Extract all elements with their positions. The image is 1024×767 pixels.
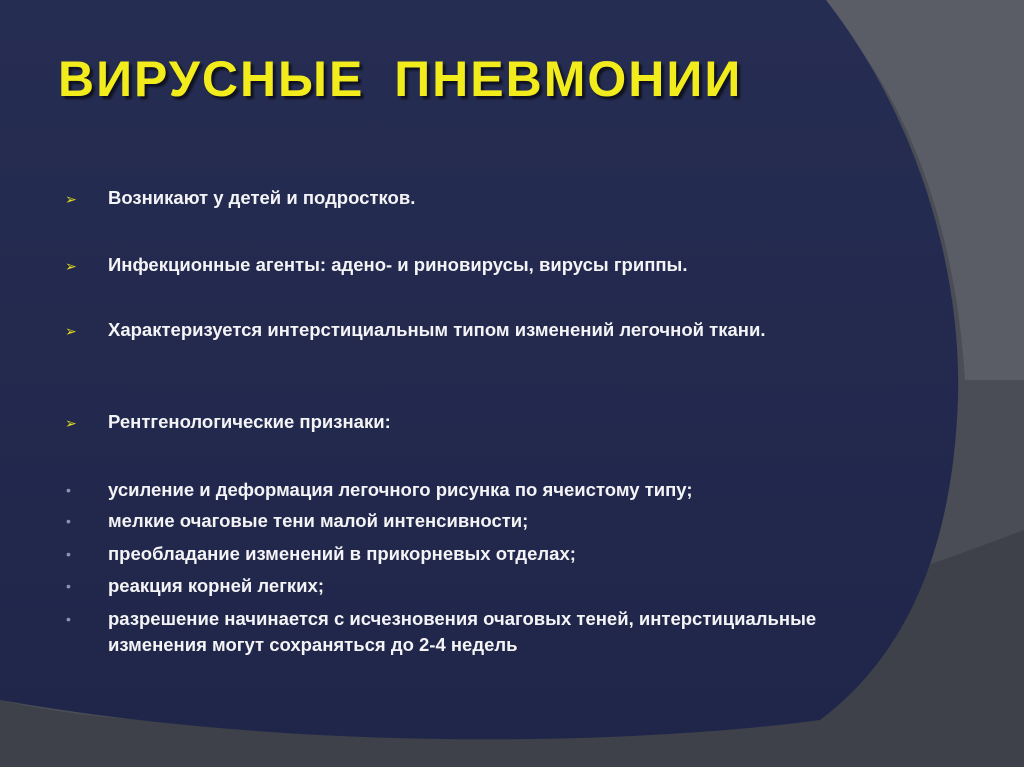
sign-text: преобладание изменений в прикорневых отделах; <box>108 543 576 564</box>
sign-text: разрешение начинается с исчезновения очаговых теней, интерстициальные изменения могут сохраняться до 2-4 недель <box>108 608 817 655</box>
slide-title: ВИРУСНЫЕ ПНЕВМОНИИ <box>58 51 743 107</box>
dot-bullet-icon: • <box>66 611 71 627</box>
arrow-bullet-icon: ➢ <box>65 191 77 207</box>
bullet-item <box>62 317 822 343</box>
sign-text: реакция корней легких; <box>108 575 324 596</box>
bullet-text: Рентгенологические признаки: <box>108 411 391 432</box>
sign-item <box>62 477 862 503</box>
sign-item <box>62 606 852 658</box>
sign-item <box>62 573 862 599</box>
dot-bullet-icon: • <box>66 578 71 594</box>
dot-bullet-icon: • <box>66 513 71 529</box>
bullet-text: Инфекционные агенты: адено- и риновирусы, вирусы гриппы. <box>108 254 688 275</box>
bullet-item <box>62 409 862 435</box>
bullet-text: Характеризуется интерстициальным типом изменений легочной ткани. <box>108 319 766 340</box>
dot-bullet-icon: • <box>66 482 71 498</box>
bullet-text: Возникают у детей и подростков. <box>108 187 416 208</box>
sign-item <box>62 541 862 567</box>
arrow-bullet-icon: ➢ <box>65 415 77 431</box>
sign-item <box>62 508 862 534</box>
sign-text: мелкие очаговые тени малой интенсивности; <box>108 510 529 531</box>
bullet-item <box>62 185 862 211</box>
sign-text: усиление и деформация легочного рисунка по ячеистому типу; <box>108 479 693 500</box>
arrow-bullet-icon: ➢ <box>65 323 77 339</box>
dot-bullet-icon: • <box>66 546 71 562</box>
arrow-bullet-icon: ➢ <box>65 258 77 274</box>
bullet-item <box>62 252 862 278</box>
